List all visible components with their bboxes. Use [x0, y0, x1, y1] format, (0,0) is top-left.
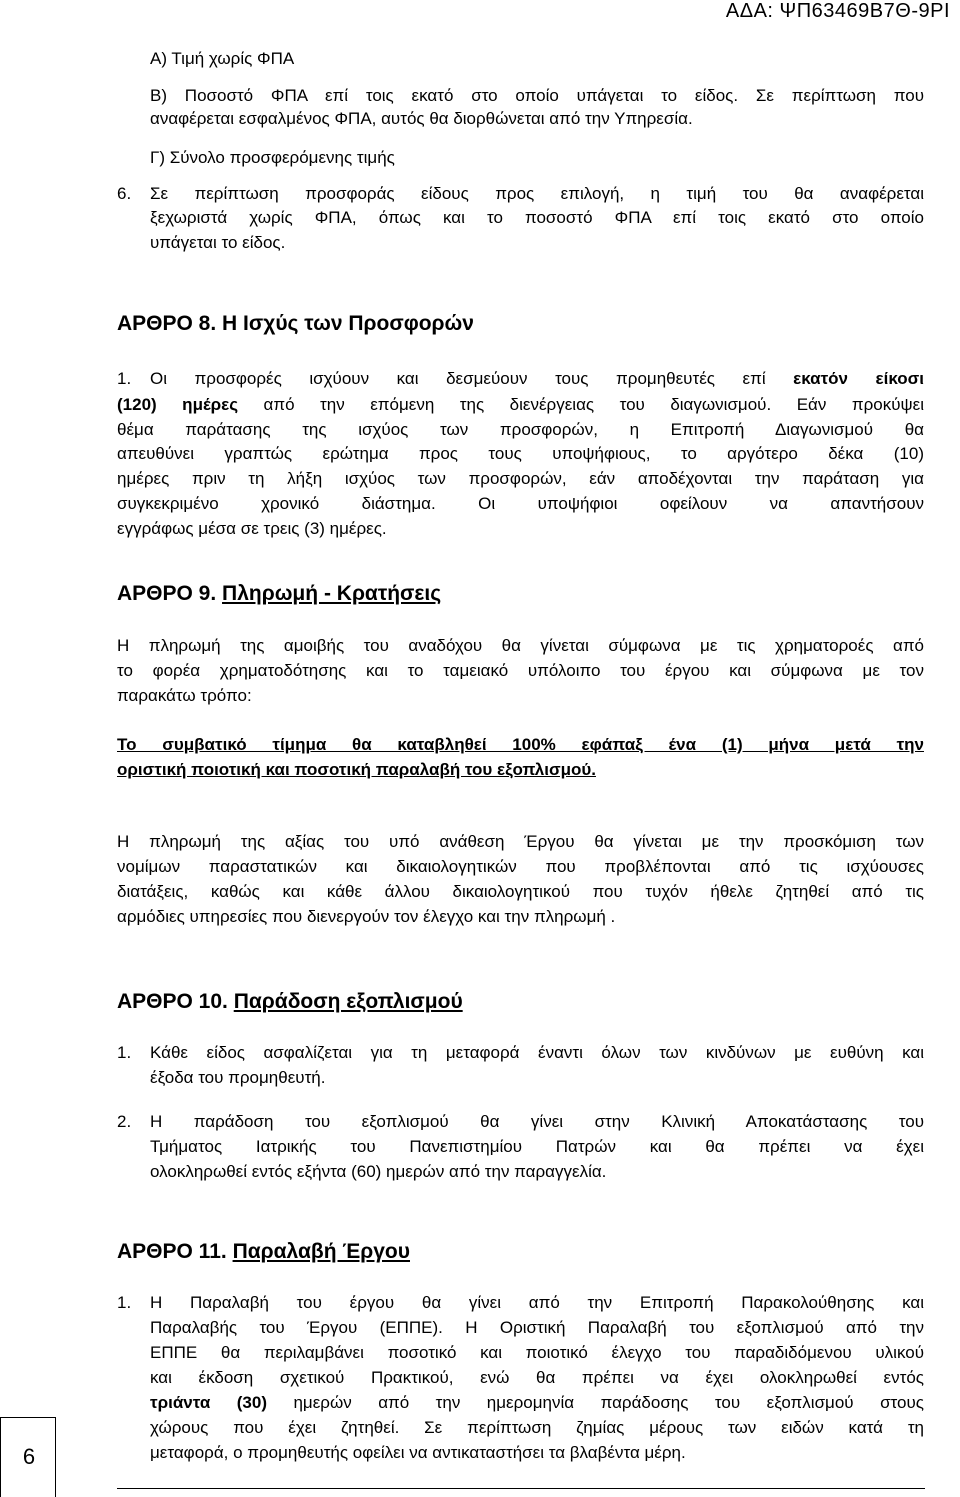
article9-p2-line2: οριστική ποιοτική και ποσοτική παραλαβή του εξοπλισμού. — [117, 760, 596, 779]
item-c: Γ) Σύνολο προσφερόμενης τιμής — [150, 148, 395, 167]
article8-line4: απευθύνει γραπτώς ερώτημα προς τους υποψήφιους, το αργότερο δέκα (10) — [117, 444, 924, 463]
page-number: 6 — [22, 1444, 36, 1469]
article11-title: ΑΡΘΡΟ 11. Παραλαβή Έργου — [117, 1240, 410, 1263]
article11-line3: ΕΠΠΕ θα περιλαμβάνει ποσοτικό και ποιοτικό έλεγχο του παραδιδόμενου υλικού — [150, 1343, 924, 1362]
item6-number: 6. — [117, 184, 132, 203]
article9-p1-line1: Η πληρωμή της αμοιβής του αναδόχου θα γίνεται σύμφωνα με τις χρηματοροές από — [117, 636, 924, 655]
article9-p3-line2: νομίμων παραστατικών και δικαιολογητικών που προβλέπονται από τις ισχύουσες — [117, 857, 924, 876]
article8-line7: εγγράφως μέσα σε τρεις (3) ημέρες. — [117, 519, 387, 538]
item6-line1: Σε περίπτωση προσφοράς είδους προς επιλογή, η τιμή του θα αναφέρεται — [150, 184, 924, 203]
article9-p1-line2: το φορέα χρηματοδότησης και το ταμειακό υπόλοιπο του έργου και σύμφωνα με τον — [117, 661, 924, 680]
article8-line1: Οι προσφορές ισχύουν και δεσμεύουν τους προμηθευτές επί εκατόν είκοσι — [150, 369, 924, 388]
article9-p3-line3: διατάξεις, καθώς και κάθε άλλου δικαιολογητικού που τυχόν ήθελε ζητηθεί από τις — [117, 882, 924, 901]
article9-p3-line1: Η πληρωμή της αξίας του υπό ανάθεση Έργου θα γίνεται με την προσκόμιση των — [117, 832, 924, 851]
article10-title: ΑΡΘΡΟ 10. Παράδοση εξοπλισμού — [117, 990, 463, 1013]
article10-item2-line2: Τμήματος Ιατρικής του Πανεπιστημίου Πατρών και θα πρέπει να έχει — [150, 1137, 924, 1156]
item-a: Α) Τιμή χωρίς ΦΠΑ — [150, 49, 295, 68]
article11-line1: Η Παραλαβή του έργου θα γίνει από την Επιτροπή Παρακολούθησης και — [150, 1293, 924, 1312]
item6-line3: υπάγεται το είδος. — [150, 233, 286, 252]
article8-item-number: 1. — [117, 369, 132, 388]
article8-line5: ημέρες πριν τη λήξη ισχύος των προσφορών, εάν αποδέχονται την παράταση για — [117, 469, 924, 488]
article10-item2-line3: ολοκληρωθεί εντός εξήντα (60) ημερών από την παραγγελία. — [150, 1162, 607, 1181]
item-b-line2: αναφέρεται εσφαλμένος ΦΠΑ, αυτός θα διορθώνεται από την Υπηρεσία. — [150, 109, 693, 128]
article8-line2: (120) ημέρες από την επόμενη της διενέργειας του διαγωνισμού. Εάν προκύψει — [117, 395, 924, 414]
article8-line3: θέμα παράτασης της ισχύος των προσφορών, η Επιτροπή Διαγωνισμού θα — [117, 420, 924, 439]
article9-p2-line1: Το συμβατικό τίμημα θα καταβληθεί 100% εφάπαξ ένα (1) μήνα μετά την — [117, 735, 924, 754]
article10-item2-line1: Η παράδοση του εξοπλισμού θα γίνει στην Κλινική Αποκατάστασης του — [150, 1112, 924, 1131]
article11-line5: τριάντα (30) ημερών από την ημερομηνία παράδοσης του εξοπλισμού στους — [150, 1393, 924, 1412]
article10-item1-number: 1. — [117, 1043, 132, 1062]
article10-item2-number: 2. — [117, 1112, 132, 1131]
article11-line4: και έκδοση σχετικού Πρακτικού, ενώ θα πρέπει να έχει ολοκληρωθεί εντός — [150, 1368, 924, 1387]
article10-item1-line1: Κάθε είδος ασφαλίζεται για τη μεταφορά έναντι όλων των κινδύνων με ευθύνη και — [150, 1043, 924, 1062]
article9-p1-line3: παρακάτω τρόπο: — [117, 686, 252, 705]
article8-title: ΑΡΘΡΟ 8. Η Ισχύς των Προσφορών — [117, 312, 474, 335]
ada-code: ΑΔΑ: ΨΠ63469Β7Θ-9ΡΙ — [725, 0, 950, 22]
article8-line6: συγκεκριμένο χρονικό διάστημα. Οι υποψήφιοι οφείλουν να απαντήσουν — [117, 494, 924, 513]
page-number-box — [0, 1417, 56, 1497]
item6-line2: ξεχωριστά χωρίς ΦΠΑ, όπως και το ποσοστό ΦΠΑ επί τοις εκατό στο οποίο — [150, 208, 924, 227]
footer-rule — [117, 1488, 925, 1489]
article9-p3-line4: αρμόδιες υπηρεσίες που διενεργούν τον έλεγχο και την πληρωμή . — [117, 907, 616, 926]
article11-item-number: 1. — [117, 1293, 132, 1312]
article11-line6: χώρους που έχει ζητηθεί. Σε περίπτωση ζημίας μέρους των ειδών κατά τη — [150, 1418, 924, 1437]
article10-item1-line2: έξοδα του προμηθευτή. — [150, 1068, 326, 1087]
article11-line7: μεταφορά, ο προμηθευτής οφείλει να αντικαταστήσει τα βλαβέντα μέρη. — [150, 1443, 686, 1462]
article11-line2: Παραλαβής του Έργου (ΕΠΠΕ). Η Οριστική Παραλαβή του εξοπλισμού από την — [150, 1318, 924, 1337]
article9-title: ΑΡΘΡΟ 9. Πληρωμή - Κρατήσεις — [117, 582, 442, 605]
item-b-line1: Β) Ποσοστό ΦΠΑ επί τοις εκατό στο οποίο υπάγεται το είδος. Σε περίπτωση που — [150, 86, 924, 105]
